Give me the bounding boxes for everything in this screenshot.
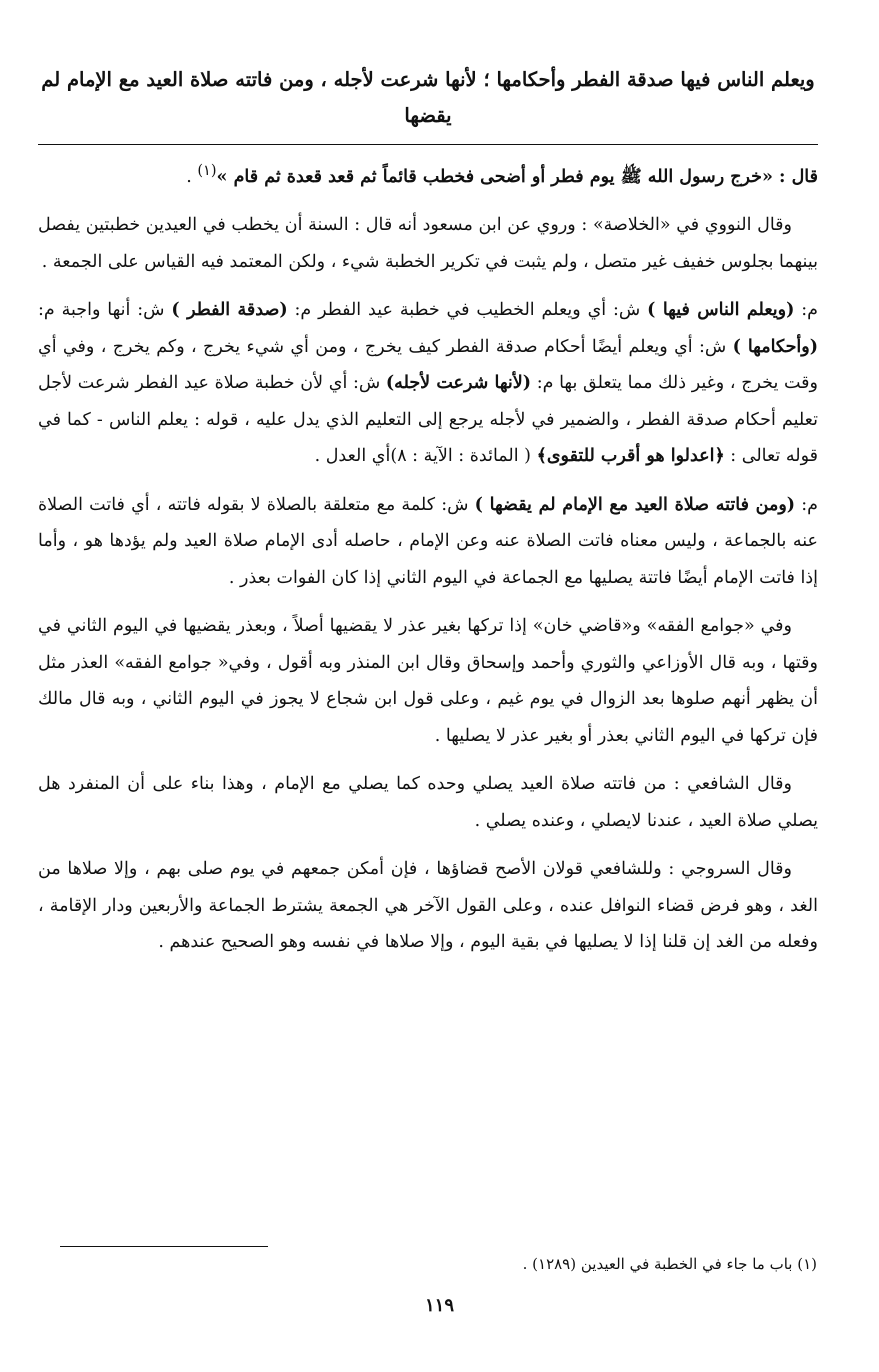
matn-phrase: (صدقة الفطر ): [171, 300, 288, 321]
paragraph-nawawi: وقال النووي في «الخلاصة» : وروي عن ابن مسعود أنه قال : السنة أن يخطب في العيدين خطبتين يفصل بينهما بجلوس خفيف غير متصل ، ولم يثبت في تكرير الخطبة شيء ، ولكن المعتمد فيه القياس على الجمعة .: [38, 215, 818, 272]
paragraph-shafii: وقال الشافعي : من فاتته صلاة العيد يصلي وحده كما يصلي مع الإمام ، وهذا بناء على أن المنفرد هل يصلي صلاة العيد ، عندنا لايصلي ، وعنده يصلي .: [38, 774, 818, 831]
footnote-marker[interactable]: (١): [197, 162, 217, 179]
sharh-text: ش: أي لأن خطبة صلاة عيد الفطر شرعت لأجل تعليم أحكام صدقة الفطر ، والضمير في لأجله يرجع إلى التعليم الذي يدل عليه ، قوله : يعلم الناس - كما في قوله تعالى :: [38, 373, 818, 467]
matn-marker: م:: [794, 300, 818, 321]
matn-phrase: (ومن فاتته صلاة العيد مع الإمام لم يقضها ): [474, 494, 796, 515]
sharh-text: ش: أي ويعلم أيضًا أحكام صدقة الفطر كيف يخرج ، ومن أي شيء يخرج ، وكم يخرج ، وفي أي وقت يخرج ، وغير ذلك مما يتعلق بها م:: [38, 336, 818, 394]
paragraph-saruji: وقال السروجي : وللشافعي قولان الأصح قضاؤها ، فإن أمكن جمعهم في يوم صلى بهم ، وإلا صلاها من الغد ، وهو فرض قضاء النوافل عنده ، وعلى القول الآخر هي الجمعة يشترط الجماعة والأربعين ودار الإقامة ، وفعله من الغد إن قلنا إذا لا يصليها في بقية اليوم ، وإلا صلاها في نفسه وهو الصحيح عندهم .: [38, 859, 818, 953]
hadith-end: .: [186, 166, 198, 187]
sharh-text: ( المائدة : الآية : ٨)أي العدل .: [314, 446, 537, 467]
page-body: [38, 62, 818, 973]
quran-verse: ﴿اعدلوا هو أقرب للتقوى﴾: [536, 446, 725, 467]
sharh-text: ش: أنها واجبة م:: [38, 300, 172, 321]
footnote: (١) باب ما جاء في الخطبة في العيدين (١٢٨٩) .: [522, 1255, 817, 1273]
matn-heading: ويعلم الناس فيها صدقة الفطر وأحكامها ؛ لأنها شرعت لأجله ، ومن فاتته صلاة العيد مع الإمام لم يقضها: [41, 68, 815, 127]
hadith-quote: قال : «خرج رسول الله ﷺ يوم فطر أو أضحى فخطب قائماً ثم قعد قعدة ثم قام »: [216, 166, 818, 187]
paragraph-jawami: وفي «جوامع الفقه» و«قاضي خان» إذا تركها بغير عذر لا يقضيها أصلاً ، وبعذر يقضيها في اليوم الثاني في وقتها ، وبه قال الأوزاعي والثوري وأحمد وإسحاق وقال ابن المنذر وبه أقول ، وفي« جوامع الفقه» العذر مثل أن يظهر أنهم صلوها بعد الزوال في يوم غيم ، وعلى قول ابن شجاع لا يجوز في اليوم الثاني ، وبه قال مالك فإن تركها في اليوم الثاني بعذر أو بغير عذر لا يصليها .: [38, 616, 818, 746]
heading-divider: [38, 144, 818, 145]
paragraph-commentary-1: [38, 292, 818, 475]
paragraph-hadith: [38, 153, 818, 195]
footnote-divider: [60, 1246, 268, 1247]
sharh-text: ش: أي ويعلم الخطيب في خطبة عيد الفطر م:: [287, 300, 648, 321]
page-number: ١١٩: [424, 1295, 454, 1316]
matn-phrase: (ويعلم الناس فيها ): [647, 300, 795, 321]
paragraph-commentary-2: [38, 487, 818, 597]
sharh-text: ش: كلمة مع متعلقة بالصلاة لا بقوله فاتته ، أي فاتت الصلاة عنه بالجماعة ، وليس معناه فاتت الصلاة عنه وعن الإمام ، حاصله أدى الإمام صلاة العيد ولم يؤدها هو ، وأما إذا فاتت الإمام أيضًا فاتتة يصليها مع الجماعة في اليوم الثاني إذا كان الفوات بعذر .: [38, 494, 818, 588]
matn-phrase: (وأحكامها ): [732, 336, 818, 357]
matn-marker: م:: [795, 494, 818, 515]
matn-phrase: (لأنها شرعت لأجله): [385, 373, 532, 394]
